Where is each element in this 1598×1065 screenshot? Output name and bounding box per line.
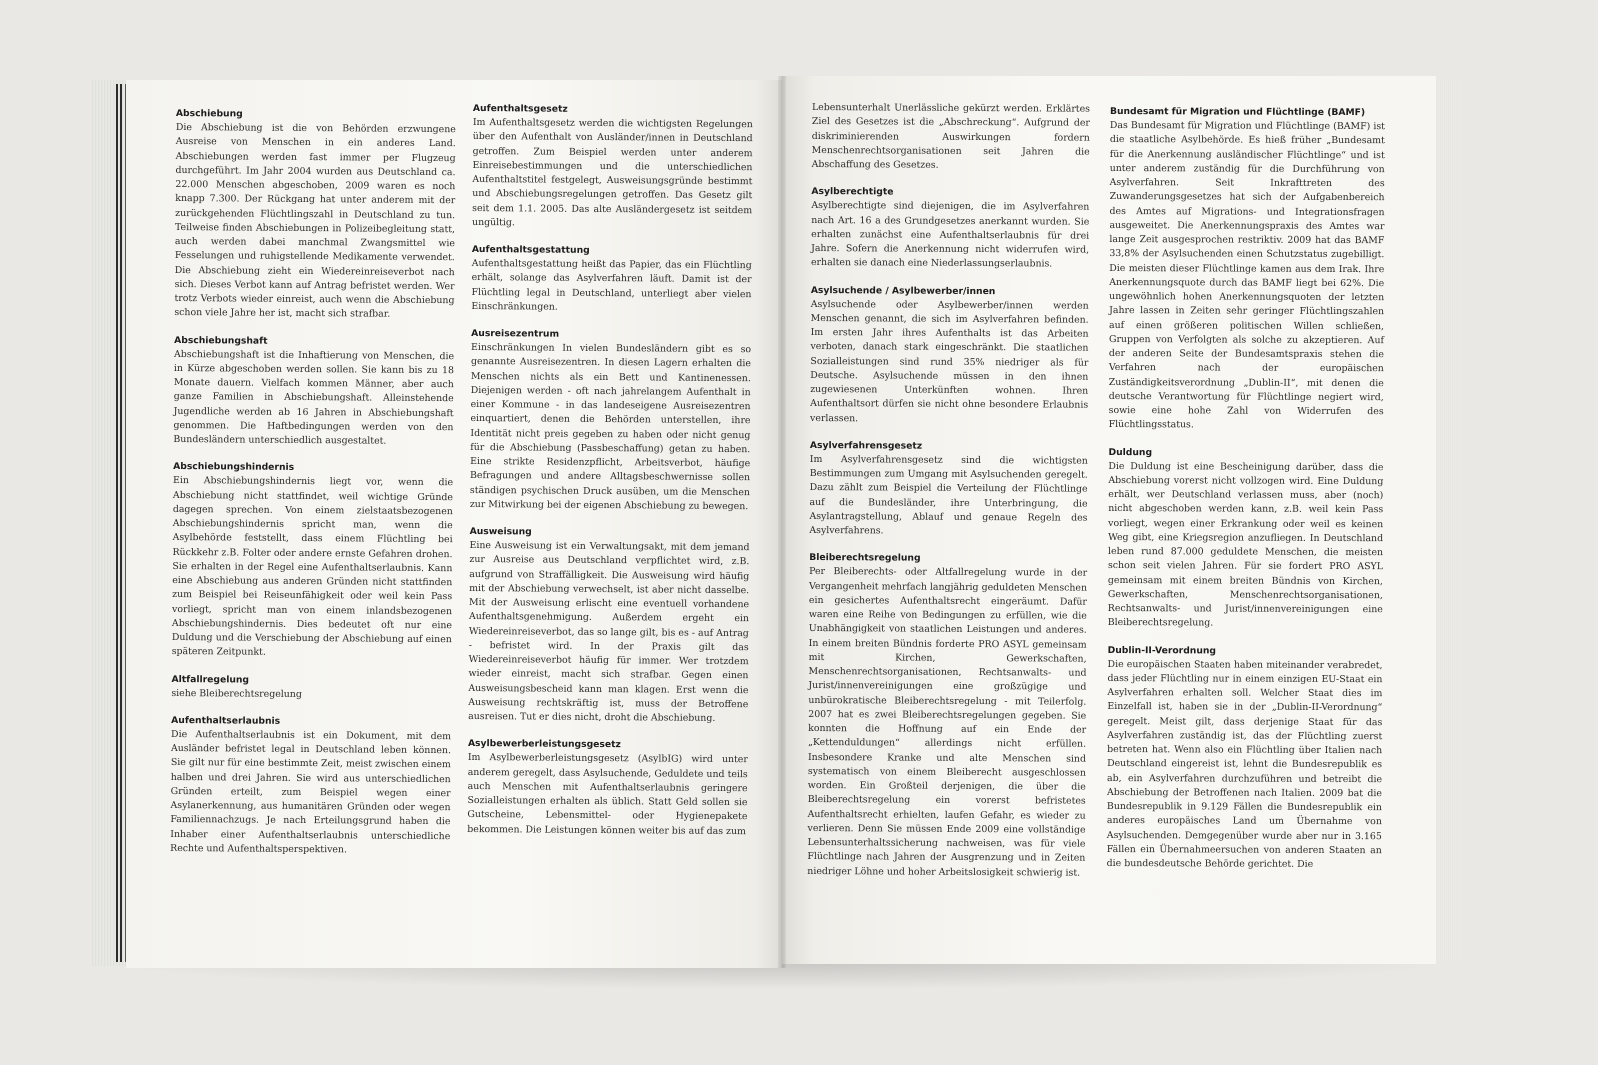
entry-title: Ausreisezentrum [471, 327, 560, 340]
column-3 [807, 101, 1090, 880]
entry-text: Die Duldung ist eine Bescheinigung darüber, dass die Abschiebung vorerst nicht vollzogen wird. Eine Duldung erhält, wer Deutschland verlassen muss, aber (noch) nicht abgeschoben werden kann, z.B. weil kein Pass vorliegt, wegen einer Erkrankung oder weil es keinen Weg gibt, eine Kriegsregion anzufliegen. In Deutschland leben rund 87.000 geduldete Menschen, die meisten schon seit vielen Jahren. Für sie fordert PRO ASYL gemeinsam mit einem breiten Bündnis von Kirchen, Gewerkschaften, Menschenrechtsorganisationen, Rechtsanwalts- und Jurist/innenvereinigungen eine Bleiberechtsregelung. [1107, 460, 1384, 629]
entry-title: Dublin-II-Verordnung [1107, 644, 1217, 656]
page-edges-right [1436, 78, 1460, 962]
book-gutter [778, 76, 786, 968]
entry-text: Asylsuchende oder Asylbewerber/innen werden Menschen genannt, die sich im Asylverfahren befinden. Im ersten Jahr ihres Aufenthalts ist das Arbeiten verboten, danach stark eingeschränkt. Die staatlichen Sozialleistungen sind rund 35% niedriger als für Deutsche. Asylsuchende müssen in den ihnen zugewiesenen Unterkünften wohnen. Ihren Aufenthaltsort dürfen sie nicht ohne besondere Erlaubnis verlassen. [810, 298, 1089, 424]
entry-title: Duldung [1108, 446, 1153, 458]
entry-text: Die europäischen Staaten haben miteinander verabredet, dass jeder Flüchtling nur in einem einzigen EU-Staat ein Asylverfahren erhalten soll. Welcher Staat dies im Einzelfall ist, haben sie in der „Dublin-II-Verordnung“ geregelt. Meist gilt, dass derjenige Staat für das Asylverfahren zuständig ist, das der Flüchtling zuerst betreten hat. Wenn also ein Flüchtling über Italien nach Deutschland eingereist ist, lehnt die Bundesrepublik es ab, ein Asylverfahren durchzuführen und betreibt die Abschiebung der Betroffenen nach Italien. 2009 bat die Bundesrepublik in 9.129 Fällen die Bundesrepublik ein anderes europäisches Land um Übernahme von Asylsuchenden. Demgegenüber wurde aber nur in 3.165 Fällen ein Übernahmeersuchen von anderen Staaten an die bundesdeutsche Behörde gerichtet. Die [1106, 658, 1383, 870]
entry-text: siehe Bleiberechtsregelung [171, 687, 302, 700]
entry-text: Per Bleiberechts- oder Altfallregelung wurde in der Vergangenheit mehrfach langjährig geduldeten Menschen ein gesichertes Aufenthaltsrecht eingeräumt. Dafür waren eine Reihe von Bedingungen zu erfüllen, wie die Unabhängigkeit von staatlichen Leistungen und anderes. In einem breiten Bündnis forderte PRO ASYL gemeinsam mit Kirchen, Gewerkschaften, Menschenrechtsorganisationen, Rechtsanwalts- und Jurist/innenvereinigungen eine großzügige und unbürokratische Bleiberechtsregelung - mit Teilerfolg. 2007 hat es zwei Bleiberechtsregelungen gegeben. Sie konnten die Hoffnung auf ein Ende der „Kettenduldungen“ allerdings nicht erfüllen. Insbesondere Kranke und alte Menschen sind systematisch von einem Bleiberecht ausgeschlossen worden. Ein Großteil derjenigen, die über die Bleiberechtsregelung ein vorerst befristetes Aufenthaltsrecht erhielten, laufen Gefahr, es wieder zu verlieren. Denn Sie müssen Ende 2009 eine vollständige Lebensunterhaltssicherung nachweisen, was für viele Flüchtlinge nach Jahren der Ausgrenzung und in Zeiten niedriger Löhne und hoher Arbeitslosigkeit schwierig ist. [807, 566, 1088, 879]
entry-text: Asylberechtigte sind diejenigen, die im Asylverfahren nach Art. 16 a des Grundgesetzes anerkannt wurden. Sie erhalten zunächst eine Aufenthaltserlaubnis für drei Jahre. Sofern die Anerkennung nicht widerrufen wird, erhalten sie danach eine Niederlassungserlaubnis. [810, 200, 1090, 270]
entry-title: Aufenthaltserlaubnis [171, 714, 281, 727]
entry-text: Im Asylbewerberleistungsgesetz (AsylbIG) wird unter anderem geregelt, dass Asylsuchende, Geduldete und teils auch Menschen mit Aufenthaltserlaubnis geringere Sozialleistungen erhalten als üblich. Statt Geld sollen sie Gutscheine, Lebensmittel- oder Hygienepakete bekommen. Die Leistungen können weiter bis auf das zum [467, 752, 748, 837]
entry-title: Abschiebung [175, 107, 243, 120]
entry-title: Aufenthaltsgesetz [472, 102, 568, 115]
entry-title: Aufenthaltsgestattung [471, 243, 590, 256]
entry-text: Die Abschiebung ist die von Behörden erzwungene Ausreise von Menschen in ein anderes Land. Abschiebungen werden fast immer per Flugzeug durchgeführt. Im Jahr 2004 wurden aus Deutschland ca. 22.000 Menschen abgeschoben, 2009 waren es noch knapp 7.300. Der Rückgang hat unter anderem mit der zurückgehenden Flüchtlingszahl in Deutschland zu tun. Teilweise finden Abschiebungen in Polizeibegleitung statt, auch werden dabei manchmal Zwangsmittel wie Fesselungen und ruhigstellende Medikamente verwendet. Die Abschiebung zieht ein Wiedereinreiseverbot nach sich. Dieses Verbot kann auf Antrag befristet werden. Wer trotz Verbots wieder einreist, auch wenn die Abschiebung schon viele Jahre her ist, macht sich strafbar. [174, 121, 456, 320]
entry-title: Asylberechtigte [811, 186, 894, 198]
entry-title: Bundesamt für Migration und Flüchtlinge (BAMF) [1109, 105, 1366, 119]
entry-title: Bleiberechtsregelung [809, 552, 921, 564]
entry-title: Ausweisung [469, 525, 532, 538]
entry-text: Das Bundesamt für Migration und Flüchtlinge (BAMF) ist die staatliche Asylbehörde. Es hieß früher „Bundesamt für die Anerkennung ausländischer Flüchtlinge“ und ist unter anderem zuständig für die Durchführung von Asylverfahren. Seit Inkrafttreten des Zuwanderungsgesetzes hat sich der Aufgabenbereich des Amtes auf Migrations- und Integrationsfragen ausgeweitet. Die Anerkennungspraxis des Amtes war lange Zeit ausgesprochen restriktiv. 2009 hat das BAMF 33,8% der Asylsuchenden einen Schutzstatus zugebilligt. Die meisten dieser Flüchtlinge kamen aus dem Irak. Ihre Anerkennungsquote durch das BAMF liegt bei 62%. Die ungewöhnlich hohen Anerkennungsquoten der letzten Jahre lassen in Zeiten sehr geringer Flüchtlingszahlen auf einen größeren politischen Willen schließen, Gruppen von Verfolgten als solche zu akzeptieren. Auf der anderen Seite der Bundesamtspraxis stehen die Verfahren nach der europäischen Zuständigkeitsverordnung „Dublin-II“, mit denen die deutsche Verantwortung für Flüchtlinge negiert wird, sowie eine hohe Zahl von Widerrufen des Flüchtlingsstatus. [1108, 119, 1385, 431]
entry-text: Ein Abschiebungshindernis liegt vor, wenn die Abschiebung nicht stattfindet, weil wichtige Gründe dagegen sprechen. Von einem zielstaatsbezogenen Abschiebungshindernis spricht man, wenn die Asylbehörde feststellt, dass einem Flüchtling bei Rückkehr z.B. Folter oder andere ernste Gefahren drohen. Sie erhalten in der Regel eine Aufenthaltserlaubnis. Kann eine Abschiebung aus anderen Gründen nicht stattfinden zum Beispiel bei Reiseunfähigkeit oder weil kein Pass vorliegt, spricht man von einem inlandsbezogenen Abschiebungshindernis. Dies bedeutet oft nur eine Duldung und die Verschiebung der Abschiebung auf einen späteren Zeitpunkt. [171, 475, 454, 658]
entry-title: Asylverfahrensgesetz [809, 439, 923, 452]
entry-text: Im Asylverfahrensgesetz sind die wichtigsten Bestimmungen zum Umgang mit Asylsuchenden geregelt. Dazu zählt zum Beispiel die Verteilung der Flüchtlinge auf die Bundesländer, ihre Unterbringung, die Asylantragstellung, Ablauf und genaue Regeln des Asylverfahrens. [809, 453, 1088, 537]
entry-title: Asylsuchende / Asylbewerber/innen [810, 284, 996, 297]
entry-text: Abschiebungshaft ist die Inhaftierung von Menschen, die in Kürze abgeschoben werden sollen. Sie kann bis zu 18 Monate dauern. Vielfach kommen Männer, aber auch ganze Familien in Abschiebungshaft. Alleinstehende Jugendliche werden ab 16 Jahren in Abschiebungshaft genommen. Die Haftbedingungen werden von den Bundesländern unterschiedlich ausgestaltet. [173, 348, 455, 447]
column-2 [467, 102, 753, 839]
entry-text: Einschränkungen In vielen Bundesländern gibt es so genannte Ausreisezentren. In diesen Lagern erhalten die Menschen nichts als ein Bett und Kantinenessen. Diejenigen werden - oft nach jahrelangem Aufenthalt in einer Kommune - in das landeseigene Ausreisezentren einquartiert, denen die Behörden unterstellen, ihre Identität nicht preis gegeben zu haben oder nicht genug für die Abschiebung (Passbeschaffung) getan zu haben. Eine strikte Residenzpflicht, Arbeitsverbot, häufige Befragungen und andere Alltagsbeschwernisse sollen ständigen psychischen Druck ausüben, um die Menschen zur Mitwirkung bei der eigenen Abschiebung zu bewegen. [469, 341, 752, 512]
entry-text: Aufenthaltsgestattung heißt das Papier, das ein Flüchtling erhält, solange das Asylverfahren läuft. Damit ist der Flüchtling legal in Deutschland, unterliegt aber vielen Einschränkungen. [471, 257, 752, 313]
entry-title: Abschiebungshaft [174, 334, 268, 347]
entry-title: Abschiebungshindernis [173, 461, 295, 474]
entry-text: Lebensunterhalt Unerlässliche gekürzt werden. Erklärtes Ziel des Gesetzes ist die „Abschreckung“. Aufgrund der diskriminierenden Auswirkungen fordern Menschenrechtsorganisationen seit Jahren die Abschaffung des Gesetzes. [811, 101, 1090, 171]
column-4 [1107, 105, 1385, 872]
entry-text: Im Aufenthaltsgesetz werden die wichtigsten Regelungen über den Aufenthalt von Ausländer/innen in Deutschland getroffen. Zum Beispiel werden unter anderem Einreisebestimmungen und die unterschiedlichen Aufenthaltstitel festgelegt, Ausweisungsgründe bestimmt und Abschiebungsregelungen getroffen. Das Gesetz gilt seit dem 1.1. 2005. Das alte Ausländergesetz ist seitdem ungültig. [472, 116, 753, 229]
entry-text: Die Aufenthaltserlaubnis ist ein Dokument, mit dem Ausländer befristet legal in Deutschland leben können. Sie gilt nur für eine bestimmte Zeit, meist zwischen einem halben und drei Jahren. Sie wird aus unterschiedlichen Gründen erteilt, zum Beispiel wegen einer Asylanerkennung, aus humanitären Gründen oder wegen Familiennachzugs. Je nach Erteilungsgrund haben die Inhaber einer Aufenthaltserlaubnis unterschiedliche Rechte und Aufenthaltsperspektiven. [170, 728, 452, 856]
column-1 [170, 107, 456, 858]
entry-title: Altfallregelung [171, 673, 250, 686]
entry-text: Eine Ausweisung ist ein Verwaltungsakt, mit dem jemand zur Ausreise aus Deutschland verpflichtet wird, z.B. aufgrund von Straffälligkeit. Die Ausweisung wird häufig mit der Abschiebung verwechselt, ist aber nicht dasselbe. Mit der Ausweisung erlischt eine eventuell vorhandene Aufenthaltsgenehmigung. Außerdem ergeht ein Wiedereinreiseverbot, das so lange gilt, bis es - auf Antrag - befristet wird. In der Praxis gilt das Wiedereinreiseverbot häufig für immer. Wer trotzdem wieder einreist, macht sich strafbar. Gegen einen Ausweisungsbescheid kann man klagen. Erst wenn die Ausweisung rechtskräftig ist, muss der Betroffene ausreisen. Tut er dies nicht, droht die Abschiebung. [468, 539, 750, 724]
entry-title: Asylbewerberleistungsgesetz [467, 738, 621, 751]
